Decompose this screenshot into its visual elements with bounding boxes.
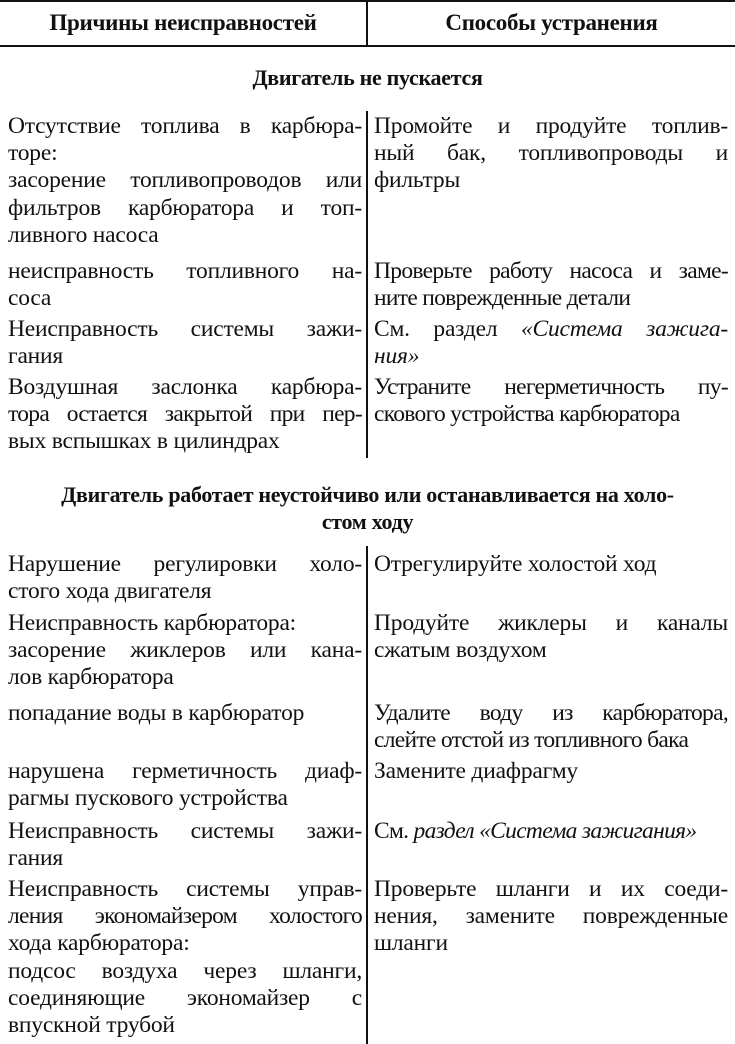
cause-cell bbox=[8, 610, 362, 692]
section-title-line: стом ходу bbox=[321, 509, 414, 534]
cause-line: неисправность топливного на- bbox=[8, 258, 362, 284]
cause-line: Воздушная заслонка карбюра- bbox=[8, 374, 362, 400]
remedy-line: Отрегулируйте холостой ход bbox=[374, 551, 657, 577]
remedy-line: Устраните негерметичность пу- bbox=[374, 374, 728, 400]
remedy-cell bbox=[374, 113, 728, 195]
remedy-cell bbox=[374, 758, 728, 785]
cause-line: подсос воздуха через шланги, bbox=[8, 957, 362, 984]
cause-line: Неисправность системы управ- bbox=[8, 876, 362, 902]
cause-line: вых вспышках в цилиндрах bbox=[8, 428, 280, 455]
cause-line: Неисправность системы зажи- bbox=[8, 818, 362, 844]
cause-line: ления экономайзером холостого bbox=[8, 903, 362, 930]
remedy-cell bbox=[374, 876, 728, 958]
cause-line: хода карбюратора: bbox=[8, 930, 190, 957]
cause-cell bbox=[8, 876, 362, 1039]
cause-cell bbox=[8, 818, 362, 872]
remedy-line: ните поврежденные детали bbox=[374, 285, 631, 312]
cause-cell bbox=[8, 316, 362, 370]
header-causes: Причины неисправностей bbox=[49, 10, 317, 35]
section1-column-divider bbox=[366, 111, 368, 458]
section-title-engine-not-starting: Двигатель не пускается bbox=[252, 65, 483, 90]
cause-line: Отсутствие топлива в карбюра- bbox=[8, 113, 362, 139]
remedy-line: ный бак, топливопроводы и bbox=[374, 140, 728, 167]
remedy-cell bbox=[374, 818, 728, 845]
remedy-cell bbox=[374, 258, 728, 312]
remedy-line: нения, замените поврежденные bbox=[374, 903, 728, 930]
cause-line: рагмы пускового устройства bbox=[8, 785, 288, 812]
cause-line: гания bbox=[8, 845, 64, 872]
cause-line: засорение топливопроводов или bbox=[8, 167, 362, 194]
section-title-unstable-idle bbox=[0, 481, 735, 535]
cause-cell bbox=[8, 258, 362, 312]
cause-cell bbox=[8, 113, 362, 249]
remedy-line bbox=[374, 818, 728, 845]
cause-line: тора остается закрытой при пер- bbox=[8, 401, 362, 428]
section-title-line: Двигатель работает неустойчиво или останавливается на холо- bbox=[61, 482, 674, 507]
remedy-cell bbox=[374, 610, 728, 664]
remedy-line: Проверьте работу насоса и заме- bbox=[374, 258, 728, 284]
cause-cell bbox=[8, 551, 362, 605]
cause-line: нарушена герметичность диаф- bbox=[8, 758, 362, 784]
header-remedies: Способы устранения bbox=[445, 10, 658, 35]
remedy-cell bbox=[374, 551, 728, 578]
remedy-cell bbox=[374, 316, 728, 370]
cause-line: лов карбюратора bbox=[8, 664, 174, 691]
cause-line: засорение жиклеров или кана- bbox=[8, 637, 362, 664]
section2-column-divider bbox=[366, 546, 368, 1044]
cause-cell bbox=[8, 374, 362, 456]
remedy-prefix: См. bbox=[374, 818, 409, 844]
remedy-line: Проверьте шланги и их соеди- bbox=[374, 876, 728, 902]
remedy-cell bbox=[374, 700, 728, 754]
cause-line: Неисправность карбюратора: bbox=[8, 610, 297, 636]
section-reference: раздел «Система зажигания» bbox=[413, 818, 697, 844]
remedy-line: Промойте и продуйте топлив- bbox=[374, 113, 728, 139]
cause-line: фильтров карбюратора и топ- bbox=[8, 194, 362, 221]
cause-line: Нарушение регулировки холо- bbox=[8, 551, 362, 577]
cause-line: ливного насоса bbox=[8, 221, 159, 248]
section-reference: ния» bbox=[374, 343, 420, 370]
remedy-line: Удалите воду из карбюратора, bbox=[374, 700, 728, 726]
cause-cell bbox=[8, 700, 362, 727]
remedy-prefix: См. раздел bbox=[374, 316, 498, 342]
cause-line: гания bbox=[8, 343, 64, 370]
remedy-line: Замените диафрагму bbox=[374, 758, 578, 784]
remedy-cell bbox=[374, 374, 728, 428]
cause-line: стого хода двигателя bbox=[8, 578, 212, 605]
cause-cell bbox=[8, 758, 362, 812]
cause-line: попадание воды в карбюратор bbox=[8, 700, 305, 726]
section-reference: «Система зажига- bbox=[520, 316, 728, 342]
cause-line: соединяющие экономайзер с bbox=[8, 984, 362, 1011]
cause-line: впускной трубой bbox=[8, 1011, 175, 1038]
remedy-line bbox=[374, 316, 728, 343]
cause-line: соса bbox=[8, 285, 52, 312]
remedy-line: Продуйте жиклеры и каналы bbox=[374, 610, 728, 636]
remedy-line: шланги bbox=[374, 930, 448, 957]
remedy-line: фильтры bbox=[374, 167, 461, 194]
cause-line: торе: bbox=[8, 140, 58, 167]
remedy-line: сжатым воздухом bbox=[374, 637, 547, 664]
remedy-line: слейте отстой из топливного бака bbox=[374, 727, 689, 754]
cause-line: Неисправность системы зажи- bbox=[8, 316, 362, 342]
remedy-line: скового устройства карбюратора bbox=[374, 401, 680, 428]
